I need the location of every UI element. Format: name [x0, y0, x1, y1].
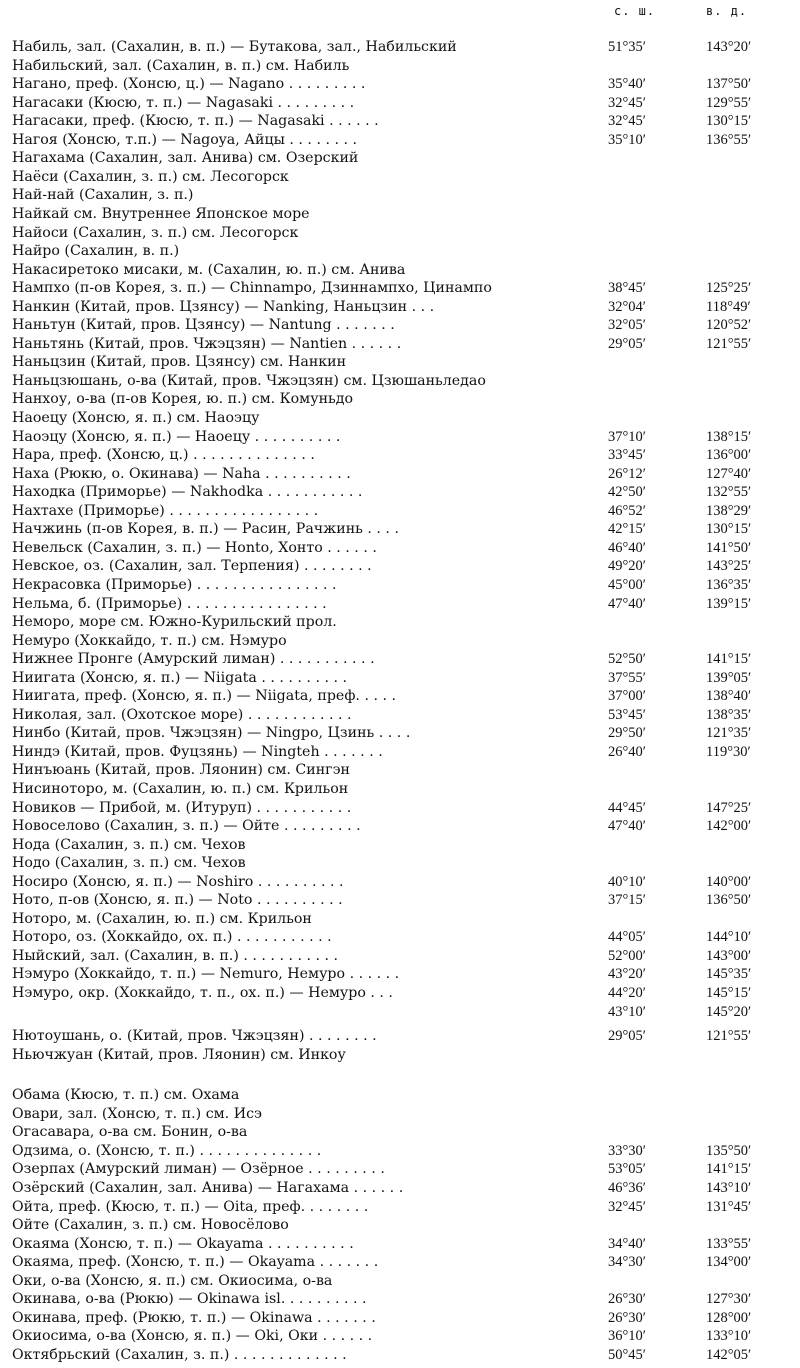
entry-latitude: 26°12′ — [608, 466, 646, 482]
entry-name: Новоселово (Сахалин, з. п.) — Ойте . . . . . . . . . — [12, 818, 361, 834]
entry-latitude: 52°00′ — [608, 948, 646, 964]
entry-longitude: 121°55′ — [706, 336, 752, 352]
entry-latitude: 45°00′ — [608, 577, 646, 593]
entry-longitude: 138°15′ — [706, 429, 752, 445]
entry-latitude: 33°30′ — [608, 1143, 646, 1159]
entry-latitude: 32°05′ — [608, 317, 646, 333]
entry-name: Окаяма (Хонсю, т. п.) — Okayama . . . . . . . . . . — [12, 1236, 354, 1252]
entry-longitude: 118°49′ — [706, 299, 751, 315]
entry-latitude: 37°15′ — [608, 892, 646, 908]
entry-latitude: 37°10′ — [608, 429, 646, 445]
entry-name: Невское, оз. (Сахалин, зал. Терпения) . . . . . . . . — [12, 558, 372, 574]
entry-longitude: 133°55′ — [706, 1236, 752, 1252]
entry-longitude: 142°00′ — [706, 818, 752, 834]
entry-latitude: 50°45′ — [608, 1347, 646, 1363]
entry-name: Окинава, преф. (Рюкю, т. п.) — Okinawa . . . . . . . — [12, 1310, 376, 1326]
entry-name: Нижнее Пронге (Амурский лиман) . . . . . . . . . . . — [12, 651, 375, 667]
entry-name: Найоси (Сахалин, з. п.) см. Лесогорск — [12, 225, 299, 241]
entry-name: Нара, преф. (Хонсю, ц.) . . . . . . . . . . . . . . — [12, 447, 315, 463]
list-item — [0, 1346, 800, 1368]
entry-name: Одзима, о. (Хонсю, т. п.) . . . . . . . . . . . . . . — [12, 1143, 322, 1159]
entry-latitude: 32°45′ — [608, 1199, 646, 1215]
entry-latitude: 44°45′ — [608, 800, 646, 816]
list-item — [0, 1046, 800, 1068]
entry-longitude: 136°55′ — [706, 132, 752, 148]
entry-name: Ното, п-ов (Хонсю, я. п.) — Noto . . . . . . . . . . — [12, 892, 343, 908]
entry-name: Нагано, преф. (Хонсю, ц.) — Nagano . . . . . . . . . — [12, 76, 366, 92]
entry-name: Новиков — Прибой, м. (Итуруп) . . . . . . . . . . . — [12, 800, 352, 816]
entry-latitude: 29°05′ — [608, 336, 646, 352]
entry-name: Обама (Кюсю, т. п.) см. Охама — [12, 1087, 240, 1103]
entry-longitude: 143°20′ — [706, 39, 752, 55]
entry-latitude: 46°40′ — [608, 540, 646, 556]
entry-latitude: 33°45′ — [608, 447, 646, 463]
entry-name: Ниндэ (Китай, пров. Фуцзянь) — Ningteh . . . . . . . — [12, 744, 383, 760]
entry-name: Окиосима, о-ва (Хонсю, я. п.) — Oki, Оки . . . . . . — [12, 1328, 373, 1344]
entry-longitude: 121°55′ — [706, 1028, 752, 1044]
entry-name: Нэмуро (Хоккайдо, т. п.) — Nemuro, Немуро . . . . . . — [12, 966, 400, 982]
entry-name: Наньтянь (Китай, пров. Чжэцзян) — Nantien . . . . . . — [12, 336, 402, 352]
entry-latitude: 46°52′ — [608, 503, 646, 519]
entry-longitude: 140°00′ — [706, 874, 752, 890]
entry-name: Ойте (Сахалин, з. п.) см. Новосёлово — [12, 1217, 289, 1233]
entry-longitude: 136°00′ — [706, 447, 752, 463]
entry-name: Ниигата (Хонсю, я. п.) — Niigata . . . . . . . . . . — [12, 670, 348, 686]
entry-name: Озёрский (Сахалин, зал. Анива) — Нагахама . . . . . . — [12, 1180, 404, 1196]
entry-name: Некрасовка (Приморье) . . . . . . . . . . . . . . . . — [12, 577, 337, 593]
entry-name: Нисиноторо, м. (Сахалин, ю. п.) см. Крильон — [12, 781, 349, 797]
entry-latitude: 36°10′ — [608, 1328, 646, 1344]
entry-latitude: 29°50′ — [608, 725, 646, 741]
entry-latitude: 42°50′ — [608, 484, 646, 500]
entry-latitude: 53°05′ — [608, 1161, 646, 1177]
entry-name: Наёси (Сахалин, з. п.) см. Лесогорск — [12, 169, 289, 185]
entry-name: Ноторо, оз. (Хоккайдо, ох. п.) . . . . . . . . . . . — [12, 929, 332, 945]
entry-longitude: 144°10′ — [706, 929, 752, 945]
entry-latitude: 26°40′ — [608, 744, 646, 760]
entry-name: Начжинь (п-ов Корея, в. п.) — Расин, Рачжинь . . . . — [12, 521, 399, 537]
entry-name: Нахтахе (Приморье) . . . . . . . . . . . . . . . . . — [12, 503, 319, 519]
entry-name: Неморо, море см. Южно-Курильский прол. — [12, 614, 337, 630]
entry-latitude: 40°10′ — [608, 874, 646, 890]
entry-name: Набиль, зал. (Сахалин, в. п.) — Бутакова, зал., Набильский — [12, 39, 457, 55]
entry-longitude: 138°35′ — [706, 707, 752, 723]
entry-name: Наоецу (Хонсю, я. п.) см. Наоэцу — [12, 410, 260, 426]
entry-longitude: 147°25′ — [706, 800, 752, 816]
entry-latitude: 29°05′ — [608, 1028, 646, 1044]
entry-longitude: 130°15′ — [706, 113, 752, 129]
entry-longitude: 139°15′ — [706, 596, 752, 612]
entry-latitude: 32°45′ — [608, 113, 646, 129]
entry-longitude: 129°55′ — [706, 95, 752, 111]
entry-longitude: 135°50′ — [706, 1143, 752, 1159]
entry-name: Ньючжуан (Китай, пров. Ляонин) см. Инкоу — [12, 1047, 346, 1063]
entry-longitude: 133°10′ — [706, 1328, 752, 1344]
entry-latitude: 38°45′ — [608, 280, 646, 296]
entry-longitude: 121°35′ — [706, 725, 752, 741]
entry-longitude: 130°15′ — [706, 521, 752, 537]
entry-longitude: 132°55′ — [706, 484, 752, 500]
entry-longitude: 128°00′ — [706, 1310, 752, 1326]
entry-latitude: 26°30′ — [608, 1291, 646, 1307]
entry-name: Нампхо (п-ов Корея, з. п.) — Chinnampo, Дзиннампхо, Цинампо — [12, 280, 492, 296]
entry-longitude: 145°35′ — [706, 966, 752, 982]
entry-longitude: 139°05′ — [706, 670, 752, 686]
entry-name: Нода (Сахалин, з. п.) см. Чехов — [12, 837, 246, 853]
entry-latitude: 37°55′ — [608, 670, 646, 686]
entry-name: Озерпах (Амурский лиман) — Озёрное . . . . . . . . . — [12, 1161, 385, 1177]
list-item — [0, 1003, 800, 1025]
entry-latitude: 32°45′ — [608, 95, 646, 111]
entry-name: Немуро (Хоккайдо, т. п.) см. Нэмуро — [12, 633, 287, 649]
longitude-column-header: в. д. — [706, 4, 748, 18]
entry-name: Носиро (Хонсю, я. п.) — Noshiro . . . . . . . . . . — [12, 874, 344, 890]
entry-name: Нагасаки, преф. (Кюсю, т. п.) — Nagasaki . . . . . . — [12, 113, 379, 129]
entry-latitude: 32°04′ — [608, 299, 646, 315]
entry-longitude: 138°29′ — [706, 503, 752, 519]
entry-latitude: 43°20′ — [608, 966, 646, 982]
entry-latitude: 42°15′ — [608, 521, 646, 537]
entry-name: Ныйский, зал. (Сахалин, в. п.) . . . . . . . . . . . — [12, 948, 339, 964]
entry-name: Октябрьский (Сахалин, з. п.) . . . . . . . . . . . . . — [12, 1347, 347, 1363]
entry-name: Наоэцу (Хонсю, я. п.) — Наоецу . . . . . . . . . . — [12, 429, 341, 445]
entry-name: Нэмуро, окр. (Хоккайдо, т. п., ох. п.) — Немуро . . . — [12, 985, 393, 1001]
entry-longitude: 125°25′ — [706, 280, 752, 296]
entry-latitude: 51°35′ — [608, 39, 646, 55]
entry-name: Ниигата, преф. (Хонсю, я. п.) — Niigata, преф. . . . . — [12, 688, 397, 704]
entry-latitude: 49°20′ — [608, 558, 646, 574]
entry-latitude: 34°40′ — [608, 1236, 646, 1252]
entry-name: Нинбо (Китай, пров. Чжэцзян) — Ningpo, Цзинь . . . . — [12, 725, 411, 741]
entry-name: Невельск (Сахалин, з. п.) — Honto, Хонто . . . . . . — [12, 540, 377, 556]
entry-name: Наньцзин (Китай, пров. Цзянсу) см. Нанкин — [12, 354, 347, 370]
entry-longitude: 145°20′ — [706, 1004, 752, 1020]
entry-longitude: 136°35′ — [706, 577, 752, 593]
entry-longitude: 136°50′ — [706, 892, 752, 908]
entry-name: Нагасаки (Кюсю, т. п.) — Nagasaki . . . . . . . . . — [12, 95, 355, 111]
entry-name: Нанхоу, о-ва (п-ов Корея, ю. п.) см. Комуньдо — [12, 391, 354, 407]
latitude-column-header: с. ш. — [614, 4, 656, 18]
entry-longitude: 119°30′ — [706, 744, 751, 760]
entry-longitude: 143°00′ — [706, 948, 752, 964]
entry-name: Николая, зал. (Охотское море) . . . . . . . . . . . . — [12, 707, 352, 723]
entry-name: Находка (Приморье) — Nakhodka . . . . . . . . . . . — [12, 484, 363, 500]
entry-name: Наха (Рюкю, о. Окинава) — Naha . . . . . . . . . . — [12, 466, 351, 482]
entry-latitude: 43°10′ — [608, 1004, 646, 1020]
entry-latitude: 44°20′ — [608, 985, 646, 1001]
entry-name: Наньцзюшань, о-ва (Китай, пров. Чжэцзян) см. Цзюшаньледао — [12, 373, 486, 389]
entry-name: Наньтун (Китай, пров. Цзянсу) — Nantung . . . . . . . — [12, 317, 395, 333]
entry-latitude: 47°40′ — [608, 596, 646, 612]
entry-name: Най-най (Сахалин, з. п.) — [12, 187, 194, 203]
entry-longitude: 142°05′ — [706, 1347, 752, 1363]
entry-latitude: 37°00′ — [608, 688, 646, 704]
entry-longitude: 137°50′ — [706, 76, 752, 92]
entry-name: Нагоя (Хонсю, т.п.) — Nagoya, Айцы . . . . . . . . — [12, 132, 358, 148]
entry-longitude: 143°10′ — [706, 1180, 752, 1196]
entry-latitude: 47°40′ — [608, 818, 646, 834]
entry-longitude: 134°00′ — [706, 1254, 752, 1270]
entry-longitude: 120°52′ — [706, 317, 752, 333]
entry-longitude: 127°40′ — [706, 466, 752, 482]
entry-name: Окаяма, преф. (Хонсю, т. п.) — Okayama . . . . . . . — [12, 1254, 379, 1270]
entry-latitude: 53°45′ — [608, 707, 646, 723]
entry-name: Нодо (Сахалин, з. п.) см. Чехов — [12, 855, 246, 871]
entry-latitude: 52°50′ — [608, 651, 646, 667]
entry-latitude: 35°40′ — [608, 76, 646, 92]
entry-name: Нагахама (Сахалин, зал. Анива) см. Озерский — [12, 150, 359, 166]
entry-name: Найкай см. Внутреннее Японское море — [12, 206, 310, 222]
entry-name: Нанкин (Китай, пров. Цзянсу) — Nanking, Наньцзин . . . — [12, 299, 435, 315]
entry-name: Овари, зал. (Хонсю, т. п.) см. Исэ — [12, 1106, 262, 1122]
entry-latitude: 44°05′ — [608, 929, 646, 945]
entry-longitude: 141°15′ — [706, 651, 752, 667]
entry-name: Найро (Сахалин, в. п.) — [12, 243, 180, 259]
entry-name: Накасиретоко мисаки, м. (Сахалин, ю. п.) см. Анива — [12, 262, 406, 278]
entry-name: Нинъюань (Китай, пров. Ляонин) см. Сингэн — [12, 762, 350, 778]
entry-latitude: 26°30′ — [608, 1310, 646, 1326]
entry-name: Ойта, преф. (Кюсю, т. п.) — Oita, преф. . . . . . . . — [12, 1199, 369, 1215]
entry-longitude: 141°50′ — [706, 540, 752, 556]
entry-name: Оки, о-ва (Хонсю, я. п.) см. Окиосима, о-ва — [12, 1273, 333, 1289]
entry-latitude: 35°10′ — [608, 132, 646, 148]
entry-name: Нютоушань, о. (Китай, пров. Чжэцзян) . . . . . . . . — [12, 1028, 377, 1044]
entry-longitude: 143°25′ — [706, 558, 752, 574]
entry-longitude: 145°15′ — [706, 985, 752, 1001]
entry-name: Набильский, зал. (Сахалин, в. п.) см. Набиль — [12, 58, 350, 74]
entry-name: Огасавара, о-ва см. Бонин, о-ва — [12, 1124, 248, 1140]
entry-longitude: 138°40′ — [706, 688, 752, 704]
entry-longitude: 141°15′ — [706, 1161, 752, 1177]
entry-latitude: 46°36′ — [608, 1180, 646, 1196]
entry-longitude: 131°45′ — [706, 1199, 752, 1215]
entry-name: Нельма, б. (Приморье) . . . . . . . . . . . . . . . . — [12, 596, 327, 612]
entry-latitude: 34°30′ — [608, 1254, 646, 1270]
entry-longitude: 127°30′ — [706, 1291, 752, 1307]
entry-name: Окинава, о-ва (Рюкю) — Okinawa isl. . . . . . . . . . — [12, 1291, 367, 1307]
entry-name: Ноторо, м. (Сахалин, ю. п.) см. Крильон — [12, 911, 312, 927]
